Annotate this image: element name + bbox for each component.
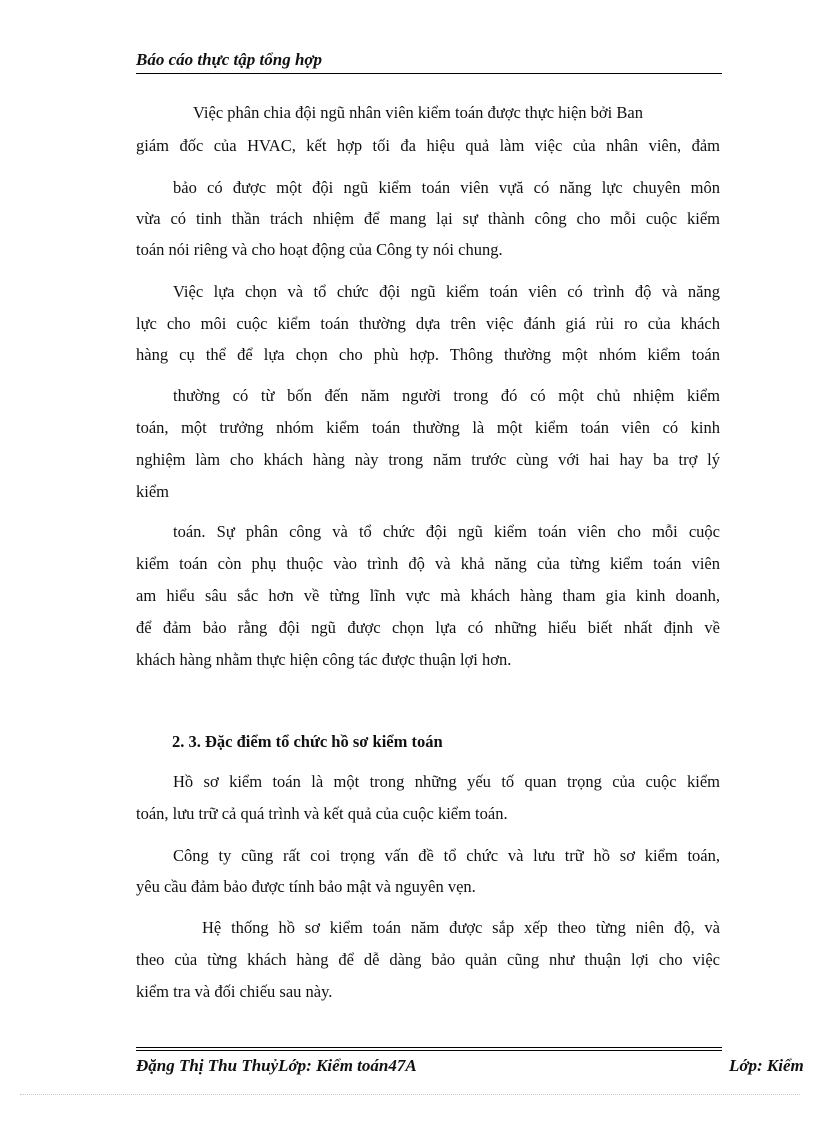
- text-line: khách hàng nhằm thực hiện công tác được thuận lợi hơn.: [136, 650, 512, 669]
- footer-author-class: Đặng Thị Thu ThuỷLớp: Kiểm toán47A: [136, 1056, 417, 1075]
- footer-rule: [136, 1047, 722, 1048]
- text-line: kiểm tra và đối chiếu sau này.: [136, 982, 333, 1001]
- text-line: Công ty cũng rất coi trọng vấn đề tổ chức và lưu trữ hồ sơ kiểm toán,: [173, 846, 720, 865]
- text-line: toán, một trưởng nhóm kiểm toán thường là một kiểm toán viên có kinh: [136, 418, 720, 437]
- text-line: nghiệm làm cho khách hàng này trong năm trước cùng với hai hay ba trợ lý: [136, 450, 720, 469]
- text-line: toán, lưu trữ cả quá trình và kết quả của cuộc kiểm toán.: [136, 804, 508, 823]
- text-line: giám đốc của HVAC, kết hợp tối đa hiệu quả làm việc của nhân viên, đảm: [136, 136, 720, 155]
- text-line: Hồ sơ kiểm toán là một trong những yếu tố quan trọng của cuộc kiểm: [173, 772, 720, 791]
- text-line: vừa có tinh thần trách nhiệm để mang lại sự thành công cho mỗi cuộc kiểm: [136, 209, 720, 228]
- footer-right: Lớp: Kiểm: [729, 1056, 804, 1075]
- text-line: để đảm bảo rằng đội ngũ được chọn lựa có những hiểu biết nhất định về: [136, 618, 720, 637]
- text-line: toán. Sự phân công và tổ chức đội ngũ kiểm toán viên cho mỗi cuộc: [173, 522, 720, 541]
- text-line: bảo có được một đội ngũ kiểm toán viên vựă có năng lực chuyên môn: [173, 178, 720, 197]
- bottom-dotted-line: [20, 1094, 800, 1095]
- page-header: [136, 50, 722, 74]
- text-line: theo của từng khách hàng để dễ dàng bảo quản cũng như thuận lợi cho việc: [136, 950, 720, 969]
- footer-rule: [136, 1050, 722, 1051]
- header-title: Báo cáo thực tập tổng hợp: [136, 50, 323, 69]
- text-line: kiểm toán còn phụ thuộc vào trình độ và khả năng của từng kiểm toán viên: [136, 554, 720, 573]
- text-line: am hiểu sâu sắc hơn về từng lĩnh vực mà khách hàng tham gia kinh doanh,: [136, 586, 720, 605]
- text-line: hàng cụ thể để lựa chọn cho phù hợp. Thông thường một nhóm kiểm toán: [136, 345, 720, 364]
- text-line: yêu cầu đảm bảo được tính bảo mật và nguyên vẹn.: [136, 877, 476, 896]
- text-line: kiểm: [136, 482, 169, 501]
- text-line: toán nói riêng và cho hoạt động của Công ty nói chung.: [136, 240, 503, 259]
- text-line: Việc lựa chọn và tổ chức đội ngũ kiểm toán viên có trình độ và năng: [173, 282, 720, 301]
- text-line: lực cho môi cuộc kiểm toán thường dựa trên việc đánh giá rủi ro của khách: [136, 314, 720, 333]
- text-line: thường có từ bốn đến năm người trong đó có một chủ nhiệm kiểm: [173, 386, 720, 405]
- text-line: Hệ thống hồ sơ kiểm toán năm được sắp xếp theo từng niên độ, và: [202, 918, 720, 937]
- section-heading: 2. 3. Đặc điểm tổ chức hồ sơ kiểm toán: [172, 732, 443, 751]
- text-line: Việc phân chia đội ngũ nhân viên kiểm toán được thực hiện bởi Ban: [193, 103, 643, 122]
